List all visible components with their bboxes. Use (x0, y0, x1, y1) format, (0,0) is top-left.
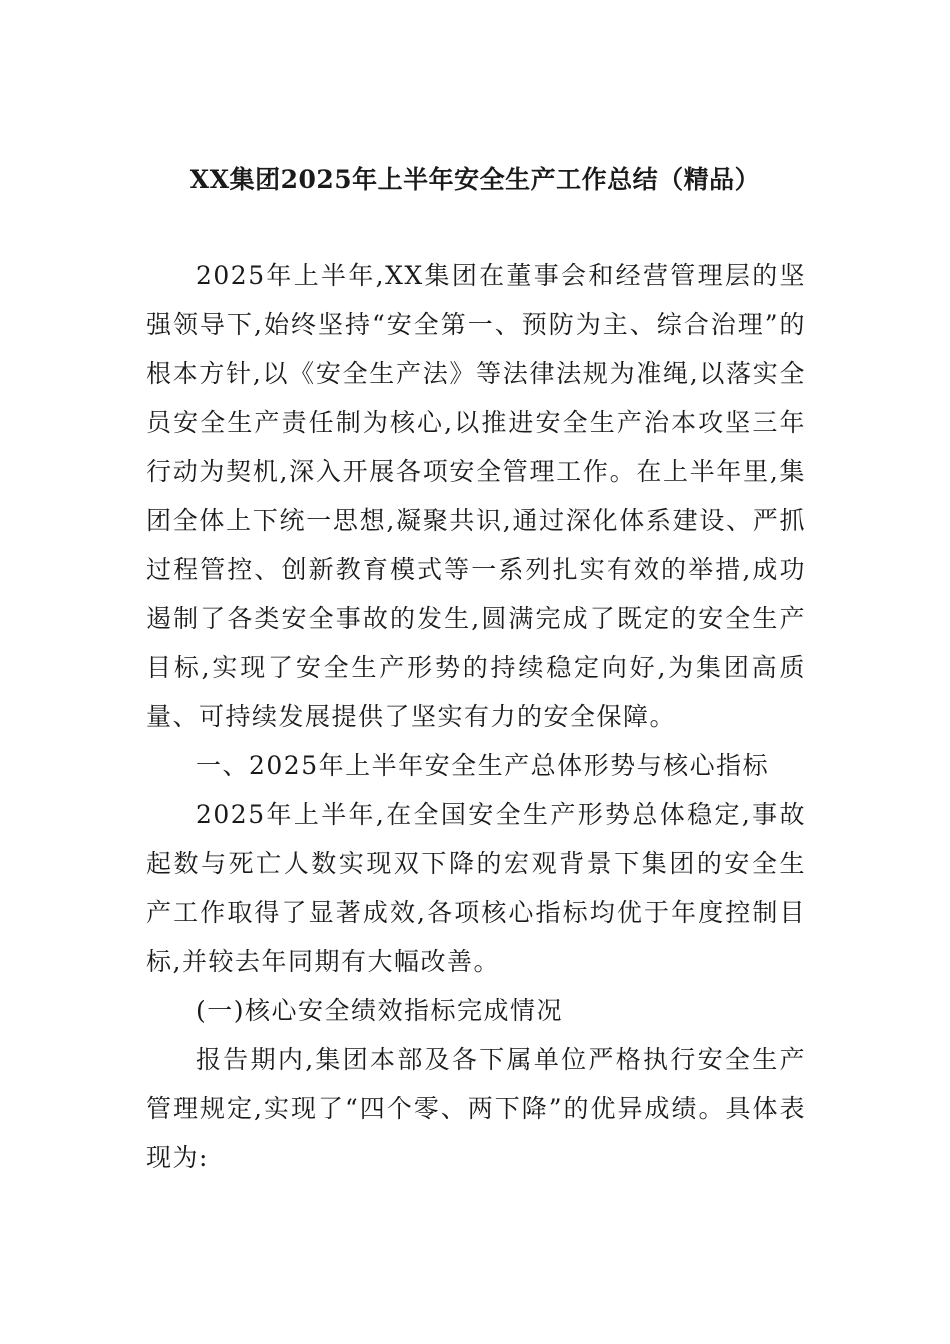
document-title: XX集团2025年上半年安全生产工作总结（精品） (189, 165, 761, 194)
subsection-heading-1: (一)核心安全绩效指标完成情况 (196, 996, 564, 1025)
section-1-paragraph: 2025年上半年,在全国安全生产形势总体稳定,事故起数与死亡人数实现双下降的宏观背景下集团的安全生产工作取得了显著成效,各项核心指标均优于年度控制目标,并较去年同期有大幅改善。 (146, 800, 806, 976)
section-heading-1: 一、2025年上半年安全生产总体形势与核心指标 (196, 751, 770, 780)
document-body (146, 251, 806, 1182)
subsection-1-paragraph: 报告期内,集团本部及各下属单位严格执行安全生产管理规定,实现了“四个零、两下降”的优异成绩。具体表现为: (146, 1045, 806, 1172)
intro-paragraph: 2025年上半年,XX集团在董事会和经营管理层的坚强领导下,始终坚持“安全第一、预防为主、综合治理”的根本方针,以《安全生产法》等法律法规为准绳,以落实全员安全生产责任制为核心,以推进安全生产治本攻坚三年行动为契机,深入开展各项安全管理工作。在上半年里,集团全体上下统一思想,凝聚共识,通过深化体系建设、严抓过程管控、创新教育模式等一系列扎实有效的举措,成功遏制了各类安全事故的发生,圆满完成了既定的安全生产目标,实现了安全生产形势的持续稳定向好,为集团高质量、可持续发展提供了坚实有力的安全保障。 (146, 261, 806, 731)
